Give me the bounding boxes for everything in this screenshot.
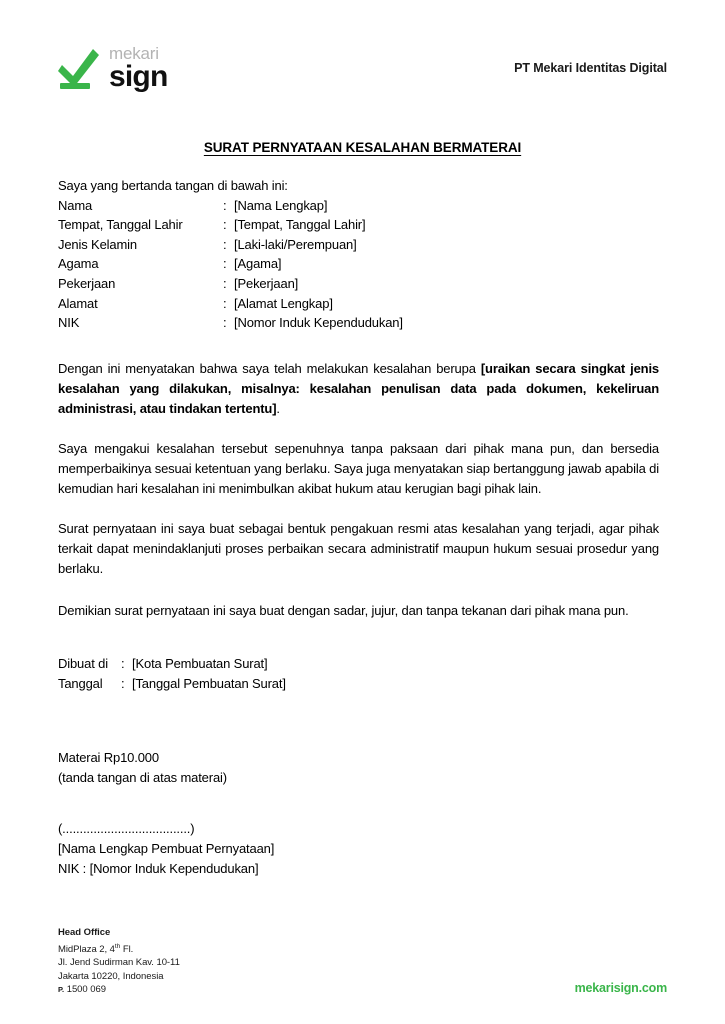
place-colon: : — [121, 656, 125, 671]
place-date-block — [58, 654, 286, 694]
footer-address-line-1-post: Fl. — [120, 944, 134, 956]
purpose-paragraph: Surat pernyataan ini saya buat sebagai bentuk pengakuan resmi atas kesalahan yang terjadi, agar pihak terkait dapat menindaklanjuti proses perbaikan secara administratif maupun hukum sesuai prosedur yang berlaku. — [58, 520, 659, 576]
footer-address-ordinal: th — [114, 943, 121, 951]
field-colon: : — [223, 256, 227, 272]
document-header — [58, 38, 667, 98]
field-label-alamat: Alamat — [58, 295, 98, 311]
materai-stamp-line: Materai Rp10.000 — [58, 750, 159, 765]
field-value-nik: [Nomor Induk Kependudukan] — [234, 315, 403, 331]
footer-address-line-1 — [58, 940, 180, 956]
table-row — [58, 254, 403, 274]
signatory-nik-line: NIK : [Nomor Induk Kependudukan] — [58, 861, 259, 876]
mekari-sign-logo — [58, 45, 167, 92]
table-row — [58, 235, 403, 255]
footer-phone-line — [58, 983, 180, 996]
field-value-jenis-kelamin: [Laki-laki/Perempuan] — [234, 236, 357, 252]
signature-block — [58, 819, 274, 879]
spacer — [58, 333, 659, 359]
place-colon: : — [121, 676, 125, 691]
logo-sign-text: sign — [109, 59, 168, 93]
field-value-pekerjaan: [Pekerjaan] — [234, 275, 299, 291]
place-value-tanggal: [Tanggal Pembuatan Surat] — [132, 676, 286, 691]
table-row — [58, 294, 403, 314]
lead-line: Saya yang bertanda tangan di bawah ini: — [58, 178, 288, 193]
place-value-kota: [Kota Pembuatan Surat] — [132, 656, 268, 671]
acknowledgement-paragraph: Saya mengakui kesalahan tersebut sepenuhnya tanpa paksaan dari pihak mana pun, dan bersedia memperbaikinya sesuai ketentuan yang berlaku. Saya juga menyatakan siap bertanggung jawab apabila di kemudian hari kesalahan ini menimbulkan akibat hukum atau kerugian bagi pihak lain. — [58, 440, 659, 496]
table-row — [58, 215, 403, 235]
footer-address-block — [58, 926, 180, 996]
field-colon: : — [223, 217, 227, 233]
field-colon: : — [223, 315, 227, 331]
table-row — [58, 674, 286, 694]
declaration-bold-text: [uraikan secara singkat jenis kesalahan yang dilakukan, misalnya: kesalahan penulisan data pada dokumen, kekeliruan administrasi, atau tindakan tertentu] — [58, 360, 660, 416]
field-value-alamat: [Alamat Lengkap] — [234, 295, 333, 311]
footer-address-line-1-pre: MidPlaza 2, 4 — [58, 944, 115, 956]
table-row — [58, 196, 403, 216]
identity-fields-table — [58, 196, 403, 333]
logo-mekari-text: mekari — [109, 43, 159, 63]
field-label-nik: NIK — [58, 315, 80, 331]
field-colon: : — [223, 236, 227, 252]
table-row — [58, 313, 403, 333]
field-colon: : — [223, 295, 227, 311]
field-label-nama: Nama — [58, 197, 93, 213]
field-label-agama: Agama — [58, 256, 99, 272]
field-label-jenis-kelamin: Jenis Kelamin — [58, 236, 137, 252]
field-colon: : — [223, 197, 227, 213]
declaration-normal-text: Dengan ini menyatakan bahwa saya telah melakukan kesalahan berupa — [58, 360, 481, 376]
spacer — [58, 499, 659, 519]
closing-paragraph: Demikian surat pernyataan ini saya buat dengan sadar, jujur, dan tanpa tekanan dari pihak mana pun. — [58, 602, 629, 618]
field-value-tempat-tanggal-lahir: [Tempat, Tanggal Lahir] — [234, 217, 366, 233]
signature-dots-line: (.....................................) — [58, 821, 195, 836]
field-label-pekerjaan: Pekerjaan — [58, 275, 116, 291]
materai-block — [58, 748, 227, 788]
spacer — [58, 579, 659, 601]
document-body — [58, 176, 659, 621]
field-value-agama: [Agama] — [234, 256, 282, 272]
page-title: SURAT PERNYATAAN KESALAHAN BERMATERAI — [203, 140, 522, 155]
declaration-tail-text: . — [276, 400, 280, 416]
footer-phone-number: 1500 069 — [66, 983, 106, 995]
company-name: PT Mekari Identitas Digital — [514, 61, 667, 75]
table-row — [58, 274, 403, 294]
place-label-dibuat-di: Dibuat di — [58, 656, 108, 671]
field-colon: : — [223, 275, 227, 291]
signatory-name-line: [Nama Lengkap Pembuat Pernyataan] — [58, 841, 275, 856]
footer-office-label: Head Office — [58, 927, 111, 939]
footer-website-link[interactable]: mekarisign.com — [574, 981, 667, 995]
document-footer — [58, 926, 667, 996]
place-date-table — [58, 654, 286, 694]
logo-wordmark — [109, 45, 167, 92]
place-label-tanggal: Tanggal — [58, 676, 103, 691]
table-row — [58, 654, 286, 674]
declaration-paragraph — [58, 359, 659, 419]
green-checkmark-icon — [58, 45, 100, 91]
field-label-tempat-tanggal-lahir: Tempat, Tanggal Lahir — [58, 217, 183, 233]
footer-phone-prefix: P. — [58, 984, 65, 994]
materai-note-line: (tanda tangan di atas materai) — [58, 770, 227, 785]
footer-address-line-3: Jakarta 10220, Indonesia — [58, 970, 164, 982]
footer-address-line-2: Jl. Jend Sudirman Kav. 10-11 — [58, 957, 180, 969]
field-value-nama: [Nama Lengkap] — [234, 197, 328, 213]
spacer — [58, 419, 659, 439]
